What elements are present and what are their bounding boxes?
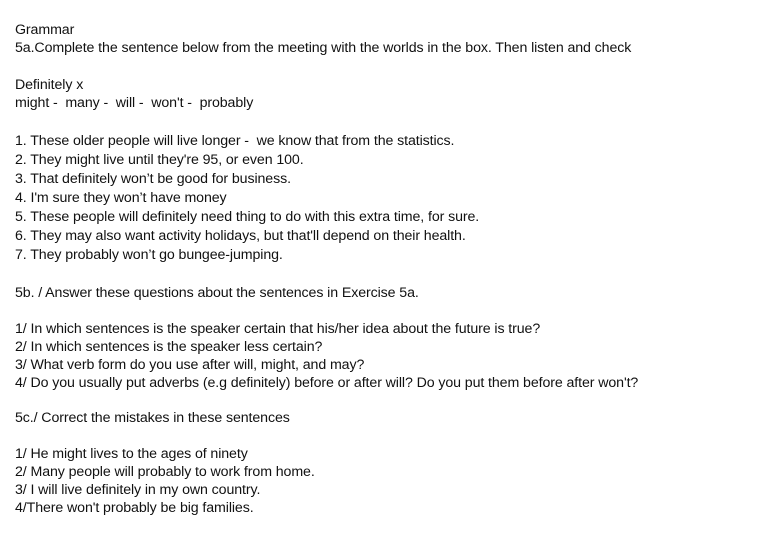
sentence-5a-6: 6. They may also want activity holidays, but that'll depend on their health. — [15, 228, 466, 244]
sentence-5a-2: 2. They might live until they're 95, or even 100. — [15, 152, 304, 168]
grammar-title: Grammar — [15, 22, 75, 38]
correction-5c-4: 4/There won't probably be big families. — [15, 500, 254, 516]
question-5b-3: 3/ What verb form do you use after will, might, and may? — [15, 357, 365, 373]
sentence-5a-7: 7. They probably won’t go bungee-jumping. — [15, 247, 283, 263]
sentence-5a-4: 4. I'm sure they won’t have money — [15, 190, 227, 206]
exercise-5a-instruction: 5a.Complete the sentence below from the meeting with the worlds in the box. Then listen and check — [15, 40, 632, 56]
exercise-5c-heading: 5c./ Correct the mistakes in these sentences — [15, 410, 290, 426]
word-box-line-1: Definitely x — [15, 77, 84, 93]
question-5b-2: 2/ In which sentences is the speaker less certain? — [15, 339, 323, 355]
sentence-5a-5: 5. These people will definitely need thing to do with this extra time, for sure. — [15, 209, 480, 225]
question-5b-1: 1/ In which sentences is the speaker certain that his/her idea about the future is true? — [15, 321, 541, 337]
question-5b-4: 4/ Do you usually put adverbs (e.g definitely) before or after will? Do you put them before after won't? — [15, 375, 639, 391]
correction-5c-2: 2/ Many people will probably to work from home. — [15, 464, 315, 480]
word-box-line-2: might - many - will - won't - probably — [15, 95, 254, 111]
correction-5c-1: 1/ He might lives to the ages of ninety — [15, 446, 248, 462]
correction-5c-3: 3/ I will live definitely in my own country. — [15, 482, 261, 498]
sentence-5a-3: 3. That definitely won’t be good for business. — [15, 171, 291, 187]
exercise-5b-heading: 5b. / Answer these questions about the sentences in Exercise 5a. — [15, 285, 419, 301]
sentence-5a-1: 1. These older people will live longer - we know that from the statistics. — [15, 133, 455, 149]
